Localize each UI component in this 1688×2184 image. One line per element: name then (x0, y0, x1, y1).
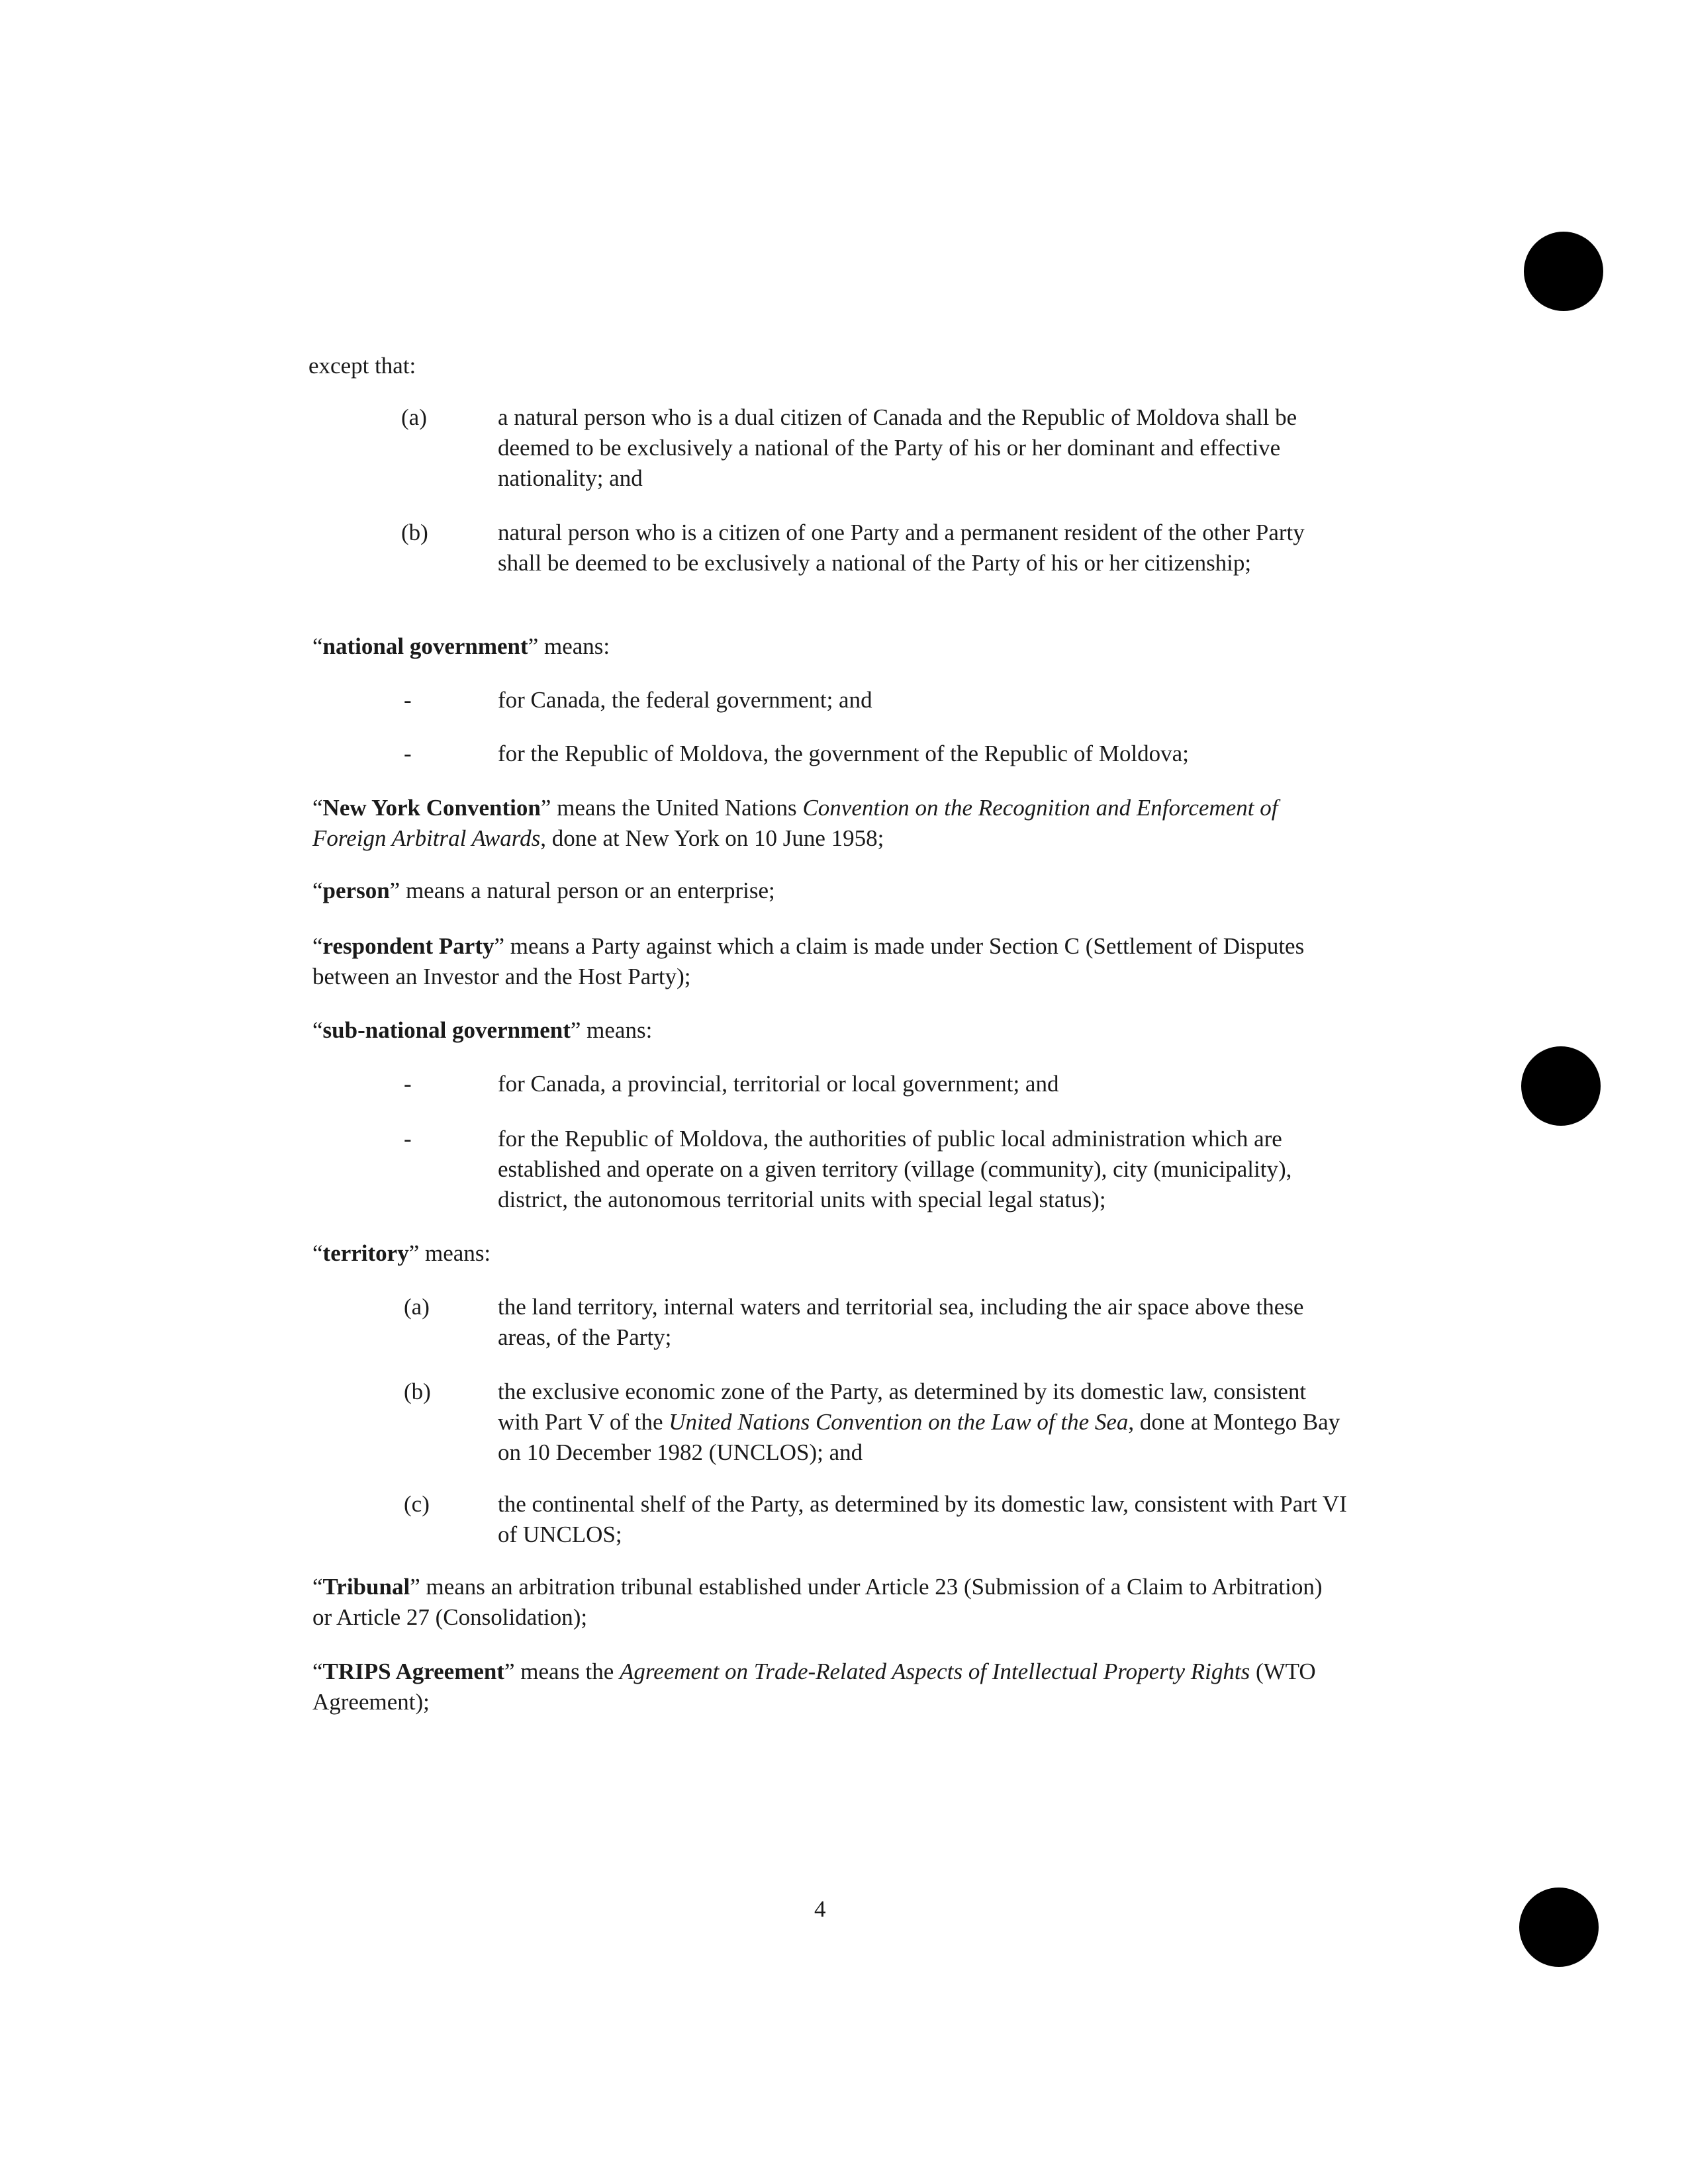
territory-a-text: the land territory, internal waters and territorial sea, including the air space above these areas, of the Party; (498, 1294, 1304, 1350)
sub-national-moldova: for the Republic of Moldova, the authorities of public local administration which are established and operate on a given territory (village (community), city (municipality), district, the autonomous territorial units with special legal status); (498, 1126, 1292, 1212)
punch-hole-bottom (1519, 1888, 1599, 1967)
national-government-canada: for Canada, the federal government; and (498, 687, 872, 713)
territory-b-label: (b) (404, 1379, 431, 1404)
defined-term: territory (322, 1240, 409, 1266)
defined-term: New York Convention (322, 795, 541, 821)
open-quote: “ (312, 795, 323, 821)
trips-title: Agreement on Trade-Related Aspects of Intellectual Property Rights (619, 1659, 1250, 1684)
punch-hole-top (1524, 232, 1603, 311)
territory-a-label: (a) (404, 1294, 430, 1320)
punch-hole-middle (1521, 1046, 1601, 1126)
dash-bullet: - (404, 1126, 412, 1152)
page-number: 4 (814, 1896, 826, 1922)
open-quote: “ (312, 1017, 323, 1043)
convention-title: Convention on the Recognition and Enforcement of Foreign Arbitral Awards (312, 795, 1278, 851)
definition-trips-agreement (312, 1657, 1345, 1717)
territory-c-text: the continental shelf of the Party, as determined by its domestic law, consistent with Part VI of UNCLOS; (498, 1491, 1347, 1547)
defined-term: sub-national government (322, 1017, 571, 1043)
dash-bullet: - (404, 741, 412, 766)
definition-text: ” means a Party against which a claim is made under Section C (Settlement of Disputes between an Investor and the Host Party); (312, 933, 1305, 989)
territory-b-text (498, 1377, 1352, 1468)
open-quote: “ (312, 1659, 323, 1684)
exception-b-text: natural person who is a citizen of one Party and a permanent resident of the other Party shall be deemed to be exclusively a national of the Party of his or her citizenship; (498, 520, 1305, 576)
defined-term: TRIPS Agreement (322, 1659, 505, 1684)
unclos-title: United Nations Convention on the Law of the Sea (669, 1409, 1129, 1435)
open-quote: “ (312, 933, 323, 959)
open-quote: “ (312, 1574, 323, 1600)
definition-text: ” means a natural person or an enterprise; (389, 878, 775, 903)
defined-term: Tribunal (322, 1574, 410, 1600)
sub-national-canada: for Canada, a provincial, territorial or local government; and (498, 1071, 1059, 1097)
definition-text: ” means an arbitration tribunal established under Article 23 (Submission of a Claim to Arbitration) or Article 27 (Consolidation); (312, 1574, 1323, 1630)
defined-term: national government (322, 633, 528, 659)
definition-territory (312, 1238, 1345, 1269)
definition-text: ” means the (504, 1659, 620, 1684)
dash-bullet: - (404, 1071, 412, 1097)
exception-b-label: (b) (401, 520, 428, 545)
definition-text: ” means: (408, 1240, 491, 1266)
exception-a-text: a natural person who is a dual citizen of Canada and the Republic of Moldova shall be deemed to be exclusively a national of the Party of his or her dominant and effective nationality; and (498, 404, 1297, 491)
territory-b-text-part: the exclusive economic zone of the Party, as determined by its domestic law, consistent with Part V of the (498, 1379, 1307, 1435)
exception-a-label: (a) (401, 404, 427, 430)
open-quote: “ (312, 1240, 323, 1266)
open-quote: “ (312, 878, 323, 903)
definition-national-government (312, 631, 1345, 662)
definition-respondent-party (312, 931, 1345, 992)
definition-text: ” means: (570, 1017, 653, 1043)
definition-tribunal (312, 1572, 1345, 1633)
definition-text: ” means the United Nations (540, 795, 803, 821)
dash-bullet: - (404, 687, 412, 713)
territory-c-label: (c) (404, 1491, 430, 1517)
defined-term: person (322, 878, 390, 903)
national-government-moldova: for the Republic of Moldova, the government of the Republic of Moldova; (498, 741, 1189, 766)
territory-b-text-part: , done at Montego Bay on 10 December 1982 (UNCLOS); and (498, 1409, 1340, 1465)
definition-sub-national-government (312, 1015, 1345, 1046)
intro-text: except that: (308, 353, 416, 379)
definition-text: (WTO Agreement); (312, 1659, 1316, 1715)
definition-text: ” means: (528, 633, 610, 659)
definition-new-york-convention (312, 793, 1345, 854)
defined-term: respondent Party (322, 933, 494, 959)
definition-text: , done at New York on 10 June 1958; (540, 825, 884, 851)
open-quote: “ (312, 633, 323, 659)
definition-person (312, 876, 1345, 906)
